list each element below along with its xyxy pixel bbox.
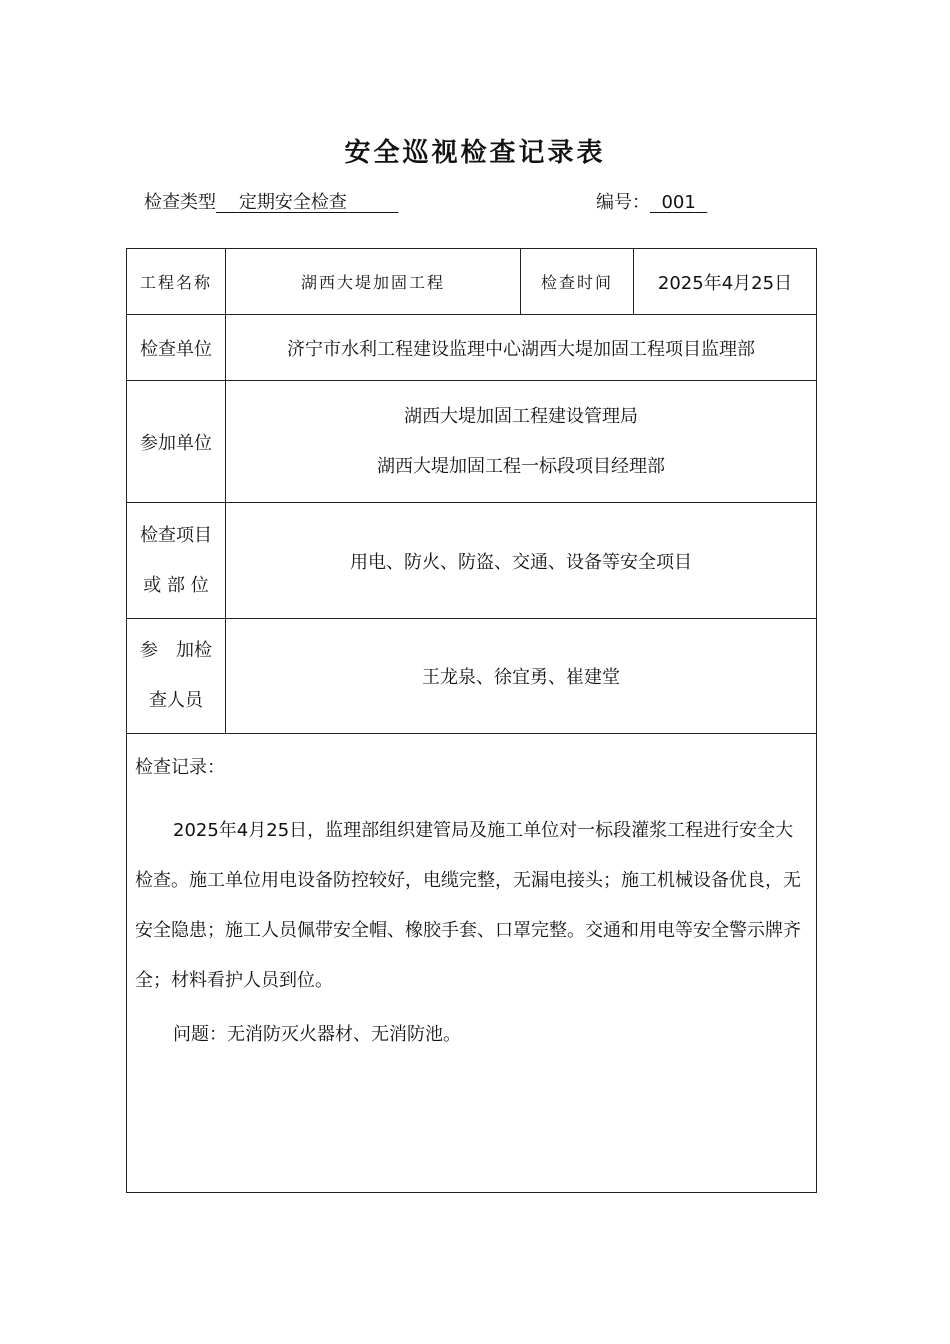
record-number <box>596 188 707 214</box>
check-type-label: 检查类型 <box>144 192 216 213</box>
table-row <box>127 619 817 734</box>
check-time-value: 2025年4月25日 <box>634 249 817 315</box>
page-title: 安全巡视检查记录表 <box>344 138 606 168</box>
check-type <box>144 188 398 214</box>
items-label: 检查项目 或 部 位 <box>127 503 226 619</box>
record-problem: 问题：无消防灭火器材、无消防池。 <box>173 1024 461 1045</box>
inspection-record <box>127 734 817 1193</box>
participant-unit: 湖西大堤加固工程建设管理局 <box>404 405 638 427</box>
project-name-value: 湖西大堤加固工程 <box>226 249 521 315</box>
project-name-label: 工程名称 <box>127 249 226 315</box>
check-unit-value: 济宁市水利工程建设监理中心湖西大堤加固工程项目监理部 <box>226 315 817 381</box>
inspectors-label: 参 加检 查人员 <box>127 619 226 734</box>
table-row <box>127 381 817 503</box>
record-number-value: 001 <box>661 192 696 213</box>
inspection-table <box>126 248 817 1193</box>
check-time-label: 检查时间 <box>521 249 634 315</box>
participant-unit: 湖西大堤加固工程一标段项目经理部 <box>377 455 665 477</box>
table-row <box>127 315 817 381</box>
table-row <box>127 249 817 315</box>
record-paragraph: 2025年4月25日，监理部组织建管局及施工单位对一标段灌浆工程进行安全大检查。施工单位用电设备防控较好，电缆完整，无漏电接头；施工机械设备优良，无安全隐患；施工人员佩带安全帽、橡胶手套、口罩完整。交通和用电等安全警示牌齐全；材料看护人员到位。 <box>135 820 801 991</box>
table-row <box>127 503 817 619</box>
check-unit-label: 检查单位 <box>127 315 226 381</box>
record-number-label: 编号： <box>596 192 650 213</box>
participant-units-value <box>226 381 817 503</box>
record-label: 检查记录： <box>135 757 225 778</box>
items-value: 用电、防火、防盗、交通、设备等安全项目 <box>226 503 817 619</box>
participant-units-label: 参加单位 <box>127 381 226 503</box>
table-row <box>127 734 817 1193</box>
inspectors-value: 王龙泉、徐宜勇、崔建堂 <box>226 619 817 734</box>
check-type-value: 定期安全检查 <box>238 192 347 213</box>
